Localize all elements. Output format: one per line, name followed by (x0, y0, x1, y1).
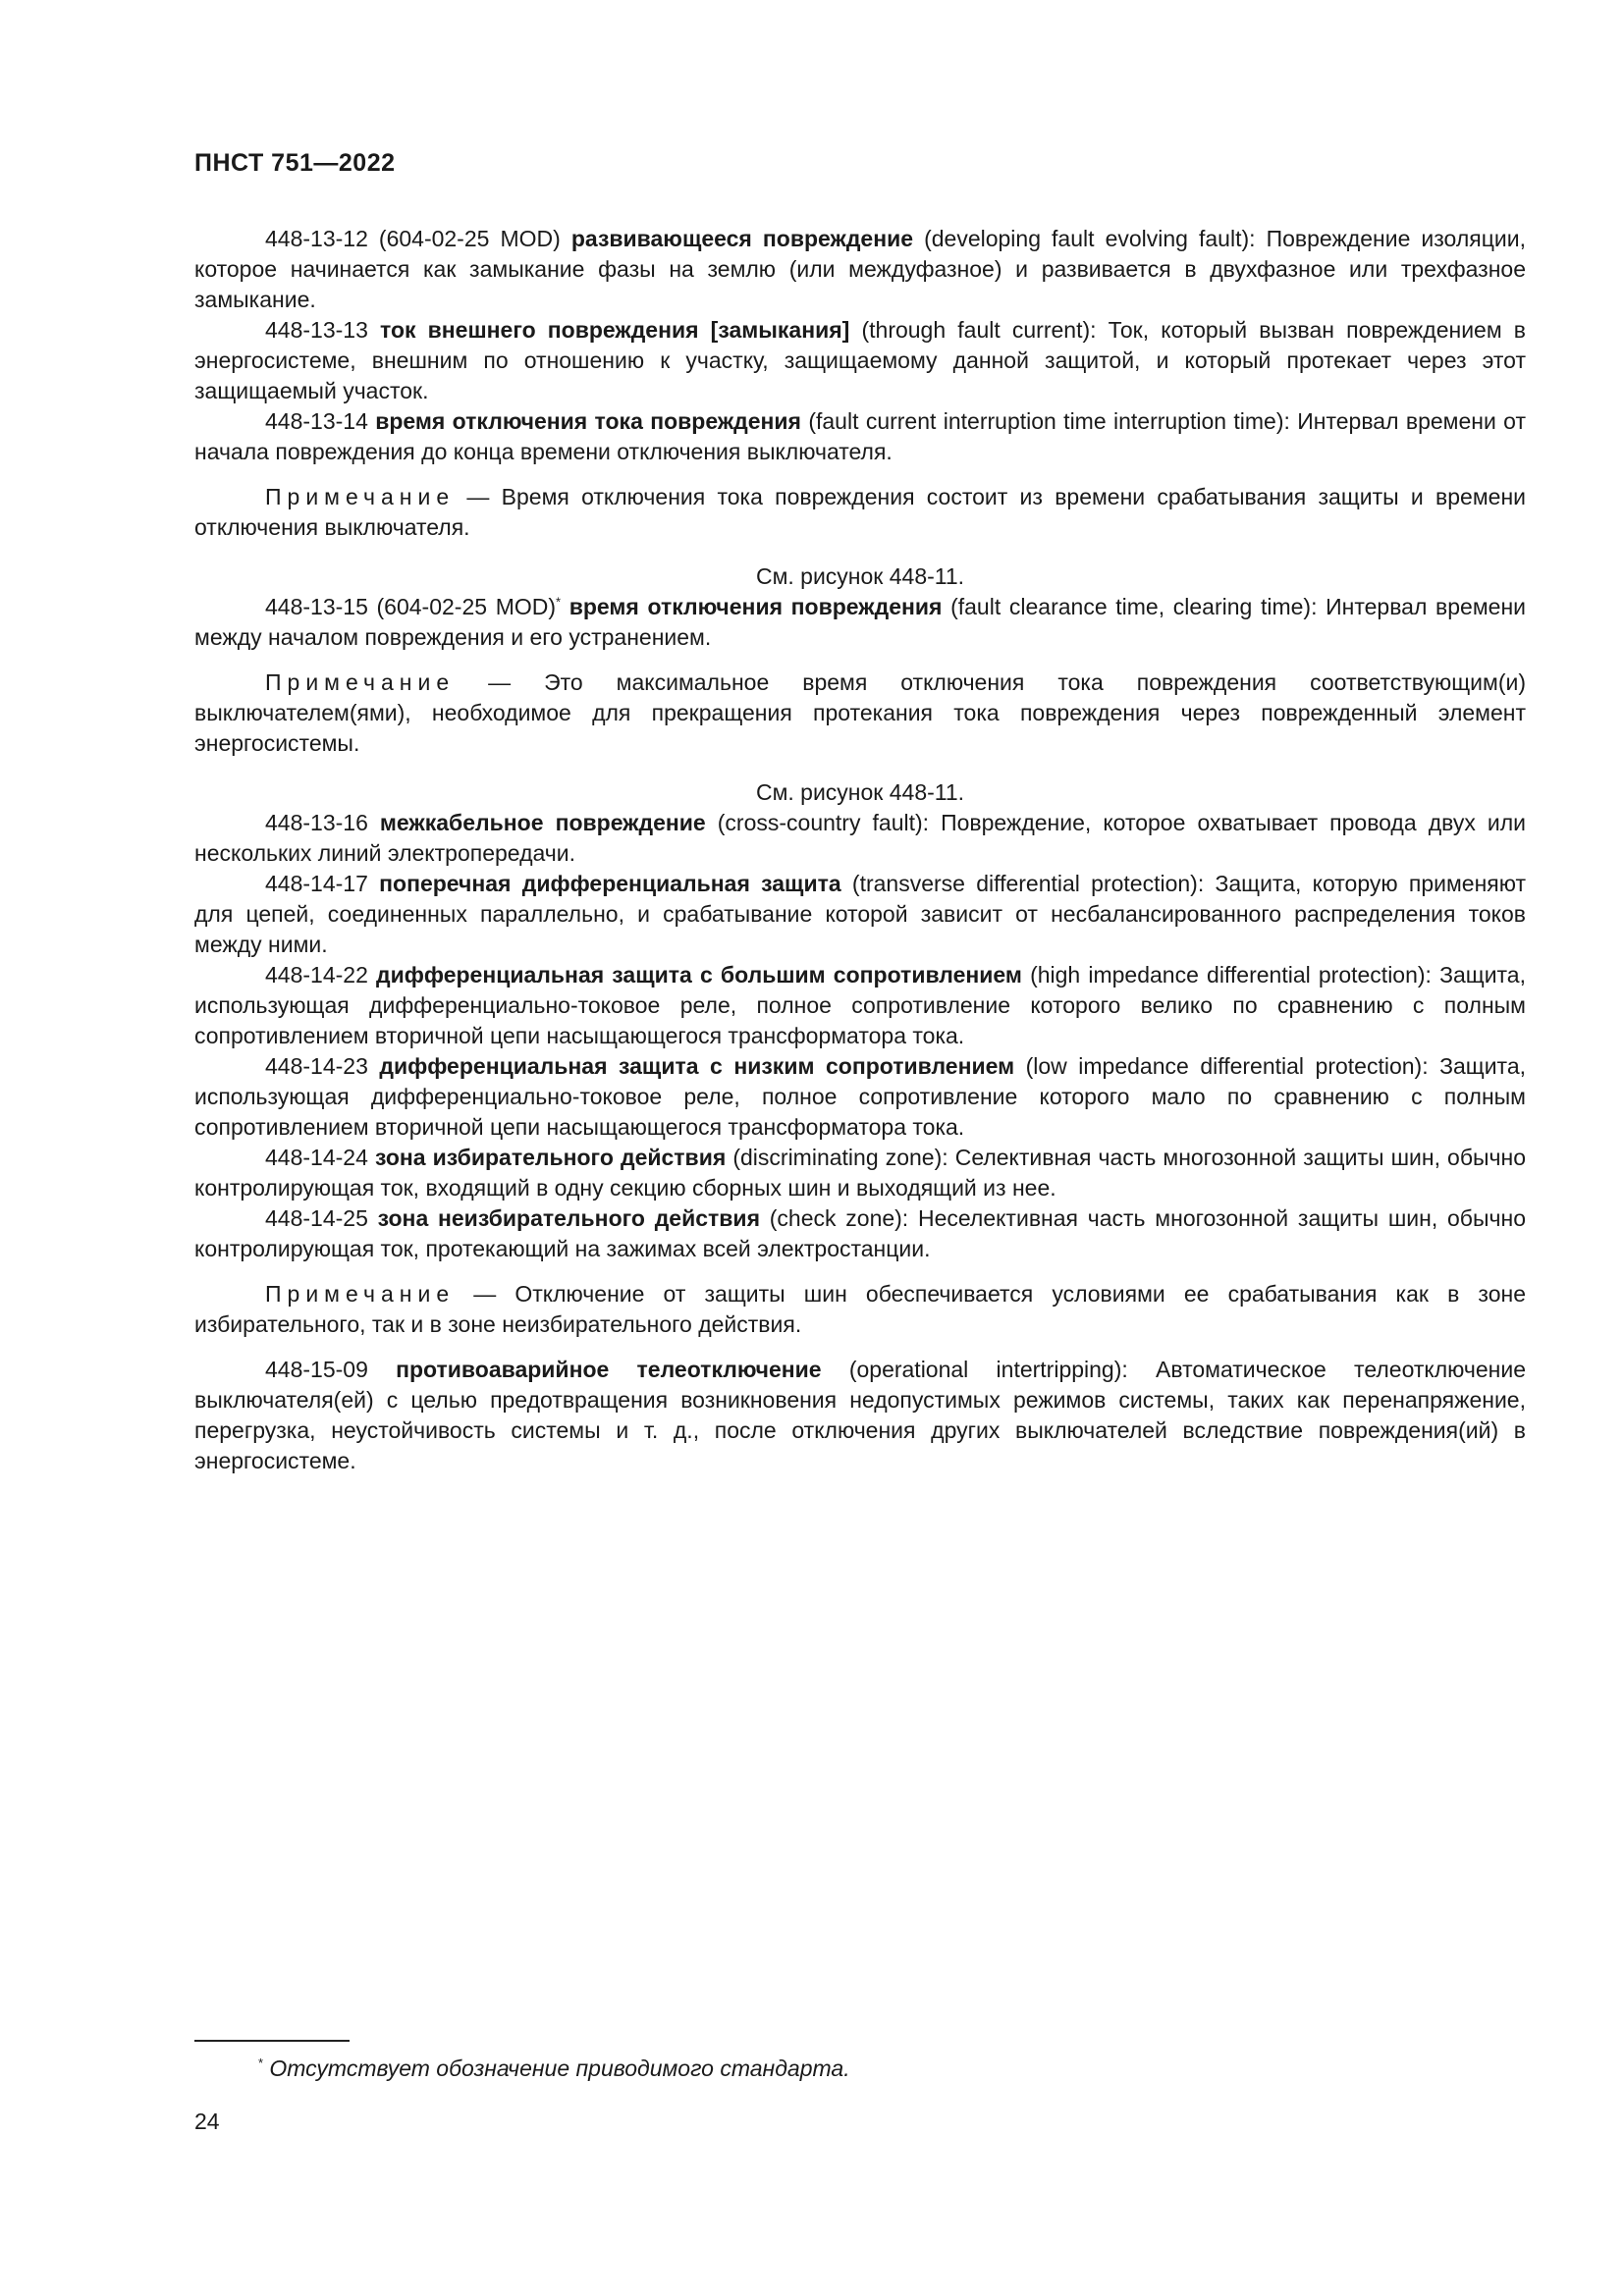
footnote: * Отсутствует обозначение приводимого стандарта. (257, 2056, 850, 2081)
term-definition: (discriminating zone): Селективная часть многозонной защиты шин, обычно контролирующая ток, входящий в одну секцию сборных шин и выходящий из нее. (194, 1145, 1527, 1201)
note-label: Примечание (265, 1281, 456, 1307)
term-definition: (check zone): Неселективная часть многозонной защиты шин, обычно контролирующая ток, протекающий на зажимах всей электростанции. (194, 1205, 1526, 1261)
term-definition: (low impedance differential protection): Защита, использующая дифференциально-токовое реле, полное сопротивление которого мало по сравнению с полным сопротивлением вторичной цепи насыщающегося трансформатора тока. (194, 1053, 1526, 1140)
footnote-mark: * (556, 594, 562, 610)
term-name: развивающееся повреждение (570, 226, 914, 251)
term-name: поперечная дифференциальная защита (379, 871, 841, 896)
term-paragraph (194, 406, 1526, 467)
term-definition: (cross-country fault): Повреждение, которое охватывает провода двух или нескольких линий электропередачи. (194, 810, 1527, 866)
term-number: 448-14-25 (265, 1205, 378, 1231)
term-name: межкабельное повреждение (379, 810, 706, 835)
term-definition: (high impedance differential protection): Защита, использующая дифференциально-токовое реле, полное сопротивление которого велико по сравнению с полным сопротивлением вторичной цепи насыщающегося трансформатора тока. (194, 962, 1526, 1048)
note-text: — Время отключения тока повреждения состоит из времени срабатывания защиты и времени отключения выключателя. (194, 484, 1526, 540)
term-paragraph (194, 869, 1526, 960)
footnote-text: Отсутствует обозначение приводимого стандарта. (263, 2056, 850, 2081)
term-paragraph (194, 808, 1526, 869)
term-number: 448-13-13 (265, 317, 380, 343)
term-definition: (operational intertripping): Автоматическое телеотключение выключателя(ей) с целью предотвращения возникновения недопустимых режимов системы, таких как перенапряжение, перегрузка, неустойчивость системы и т. д., после отключения других выключателей вследствие повреждения(ий) в энергосистеме. (194, 1357, 1526, 1473)
term-definition: (fault clearance time, clearing time): Интервал времени между началом повреждения и его устранением. (194, 594, 1526, 650)
term-paragraph (194, 592, 1526, 653)
term-number: 448-13-15 (604-02-25 MOD) (265, 594, 557, 619)
term-definition: (developing fault evolving fault): Повреждение изоляции, которое начинается как замыкание фазы на землю (или междуфазное) и развивается в двухфазное или трехфазное замыкание. (194, 226, 1526, 312)
term-number: 448-13-12 (604-02-25 MOD) (265, 226, 571, 251)
term-name: противоаварийное телеотключение (396, 1357, 822, 1382)
term-paragraph (194, 1051, 1526, 1143)
term-paragraph (194, 1143, 1526, 1203)
note-paragraph (194, 667, 1526, 759)
term-name: дифференциальная защита с большим сопротивлением (376, 962, 1022, 988)
note-text: — Отключение от защиты шин обеспечивается условиями ее срабатывания как в зоне избирательного, так и в зоне неизбирательного действия. (194, 1281, 1526, 1337)
term-paragraph (194, 224, 1526, 315)
term-name: ток внешнего повреждения [замыкания] (380, 317, 850, 343)
figure-reference: См. рисунок 448-11. (755, 779, 965, 805)
term-definition: (fault current interruption time interruption time): Интервал времени от начала повреждения до конца времени отключения выключателя. (194, 408, 1527, 464)
term-definition: (transverse differential protection): Защита, которую применяют для цепей, соединенных параллельно, и срабатывание которой зависит от несбалансированного распределения токов между ними. (194, 871, 1526, 957)
term-name: зона избирательного действия (374, 1145, 727, 1170)
term-paragraph (194, 960, 1526, 1051)
term-number: 448-13-14 (265, 408, 376, 434)
note-label: Примечание (265, 484, 456, 509)
document-header: ПНСТ 751—2022 (194, 149, 396, 177)
term-name: зона неизбирательного действия (377, 1205, 760, 1231)
term-definition: (through fault current): Ток, который вызван повреждением в энергосистеме, внешним по отношению к участку, защищаемому данной защитой, и который протекает через этот защищаемый участок. (194, 317, 1527, 403)
term-number: 448-14-24 (265, 1145, 375, 1170)
note-text: — Это максимальное время отключения тока повреждения соответствующим(и) выключателем(ями), необходимое для прекращения протекания тока повреждения через поврежденный элемент энергосистемы. (194, 669, 1526, 756)
footnote-divider (194, 2040, 350, 2042)
term-paragraph (194, 1355, 1526, 1476)
term-number: 448-14-23 (265, 1053, 380, 1079)
note-label: Примечание (265, 669, 456, 695)
term-number: 448-13-16 (265, 810, 380, 835)
document-body (194, 224, 1526, 1476)
term-paragraph (194, 1203, 1526, 1264)
note-paragraph (194, 482, 1526, 543)
term-number: 448-14-22 (265, 962, 377, 988)
term-name: время отключения тока повреждения (375, 408, 801, 434)
term-number: 448-15-09 (265, 1357, 397, 1382)
term-number: 448-14-17 (265, 871, 380, 896)
note-paragraph (194, 1279, 1526, 1340)
term-paragraph (194, 315, 1526, 406)
term-name: дифференциальная защита с низким сопротивлением (379, 1053, 1015, 1079)
page-number: 24 (194, 2109, 220, 2134)
term-name: время отключения повреждения (568, 594, 943, 619)
figure-reference: См. рисунок 448-11. (755, 563, 965, 589)
